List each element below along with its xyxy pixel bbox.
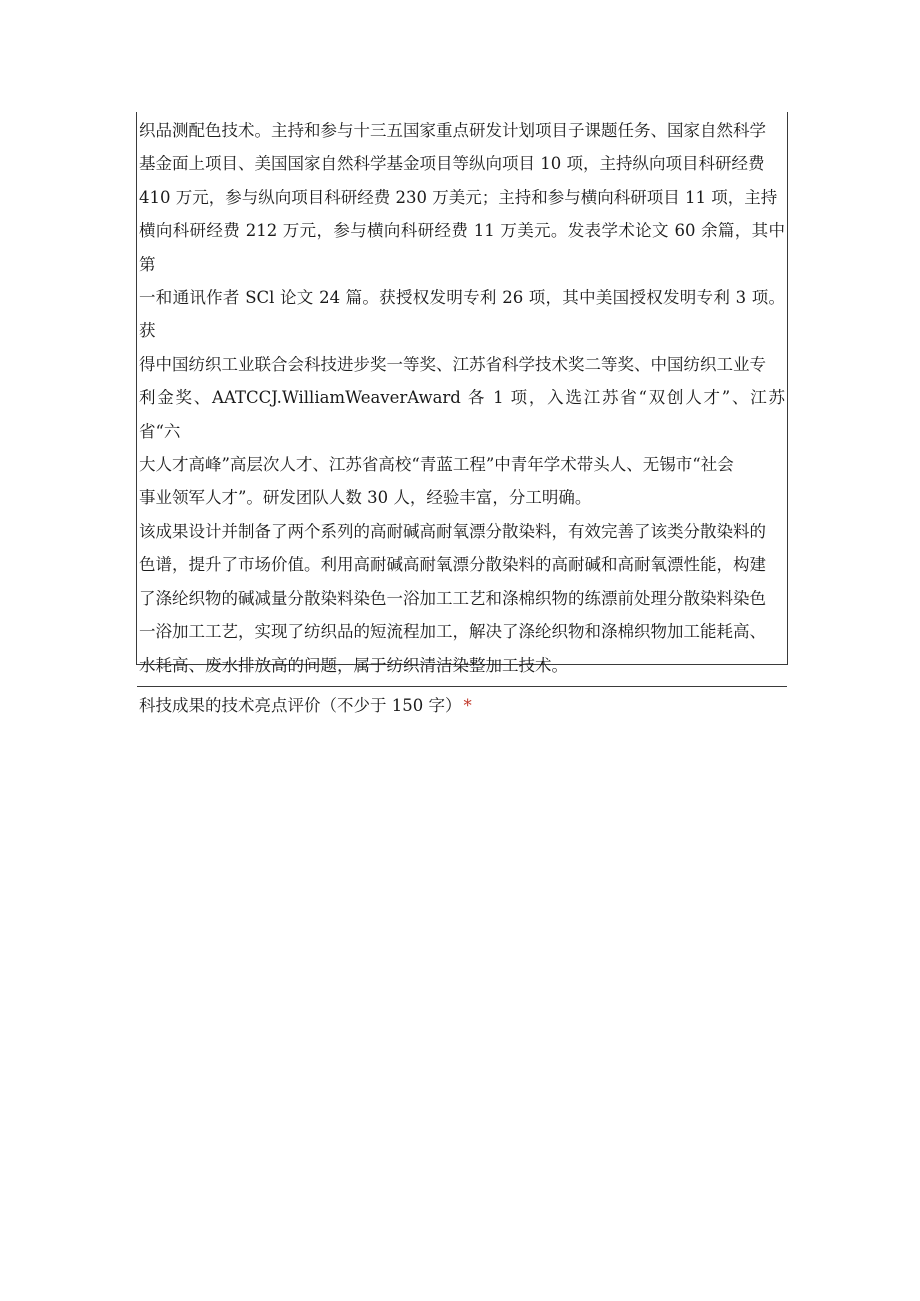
- text-line: 横向科研经费 212 万元，参与横向科研经费 11 万美元。发表学术论文 60 余篇，其中第: [139, 221, 785, 274]
- text-line: 大人才高峰”高层次人才、江苏省高校“青蓝工程”中青年学术带头人、无锡市“社会: [139, 455, 734, 475]
- achievement-summary-paragraph: [139, 515, 785, 682]
- text-line: 得中国纺织工业联合会科技进步奖一等奖、江苏省科学技术奖二等奖、中国纺织工业专: [139, 354, 766, 374]
- cell-content: [139, 114, 785, 722]
- team-description-paragraph: [139, 114, 785, 515]
- highlight-evaluation-label-row: [139, 689, 785, 722]
- text-line: 织品测配色技术。主持和参与十三五国家重点研发计划项目子课题任务、国家自然科学: [139, 121, 766, 140]
- text-line: 基金面上项目、美国国家自然科学基金项目等纵向项目 10 项，主持纵向项目科研经费: [139, 154, 765, 174]
- text-line: 事业领军人才”。研发团队人数 30 人，经验丰富，分工明确。: [139, 488, 592, 508]
- text-line: 了涤纶织物的碱减量分散染料染色一浴加工工艺和涤棉织物的练漂前处理分散染料染色: [139, 588, 766, 608]
- document-table-cell: [136, 112, 788, 715]
- required-mark: *: [463, 695, 472, 715]
- text-line: 水耗高、废水排放高的问题，属于纺织清洁染整加工技术。: [139, 655, 568, 675]
- text-line: 一和通讯作者 SCl 论文 24 篇。获授权发明专利 26 项，其中美国授权发明专利 3 项。获: [139, 288, 785, 341]
- row-divider: [137, 686, 787, 687]
- text-line: 一浴加工工艺，实现了纺织品的短流程加工，解决了涤纶织物和涤棉织物加工能耗高、: [139, 622, 766, 642]
- text-line: 该成果设计并制备了两个系列的高耐碱高耐氧漂分散染料，有效完善了该类分散染料的: [139, 521, 766, 541]
- text-line: 利金奖、AATCCJ.WilliamWeaverAward 各 1 项，入选江苏省“双创人才”、江苏省“六: [139, 388, 785, 441]
- text-line: 色谱，提升了市场价值。利用高耐碱高耐氧漂分散染料的高耐碱和高耐氧漂性能，构建: [139, 555, 766, 575]
- field-label: 科技成果的技术亮点评价（不少于 150 字）: [139, 695, 462, 715]
- text-line: 410 万元，参与纵向项目科研经费 230 万美元；主持和参与横向科研项目 11 项，主持: [139, 187, 778, 207]
